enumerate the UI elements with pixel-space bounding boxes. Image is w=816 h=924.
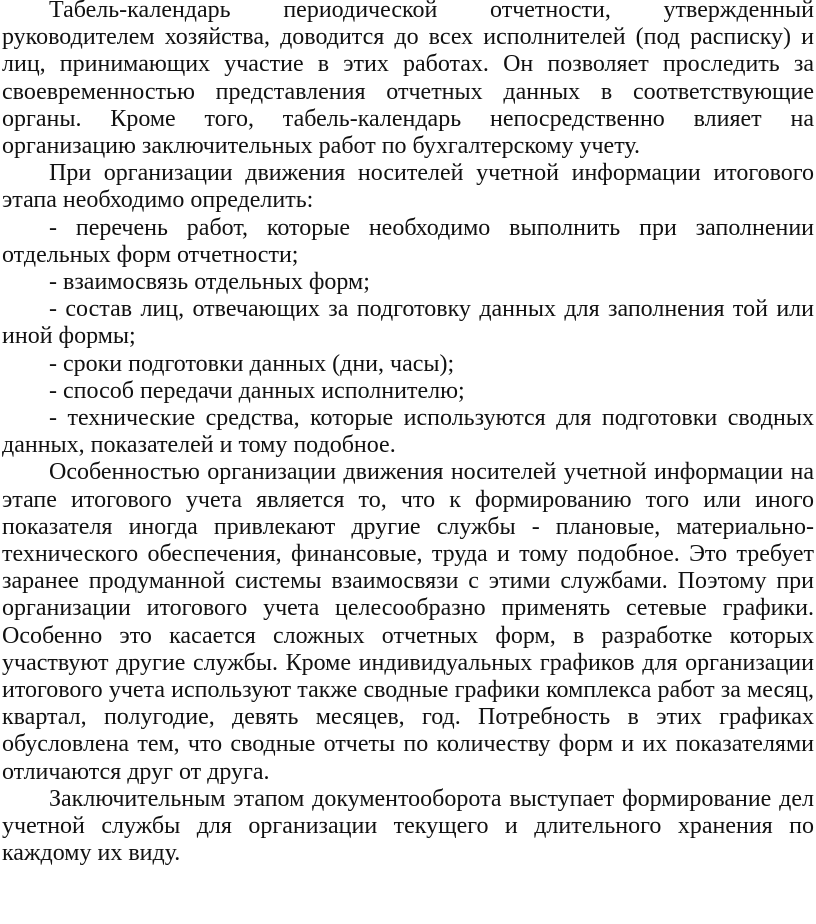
list-item: - перечень работ, которые необходимо выполнить при заполнении отдельных форм отчетности; [2, 214, 814, 268]
list-item: - технические средства, которые используются для подготовки сводных данных, показателей и тому подобное. [2, 405, 814, 459]
paragraph-final-stage-features: Особенностью организации движения носителей учетной информации на этапе итогового учета является то, что к формированию того или иного показателя иногда привлекают другие службы - плановые, материально-технического обеспечения, финансовые, труда и тому подобное. Это требует заранее продуманной системы взаимосвязи с этими службами. Поэтому при организации итогового учета целесообразно применять сетевые графики. Особенно это касается сложных отчетных форм, в разработке которых участвуют другие службы. Кроме индивидуальных графиков для организации итогового учета используют также сводные графики комплекса работ за месяц, квартал, полугодие, девять месяцев, год. Потребность в этих графиках обусловлена тем, что сводные отчеты по количеству форм и их показателями отличаются друг от друга. [2, 459, 814, 785]
list-item: - состав лиц, отвечающих за подготовку данных для заполнения той или иной формы; [2, 296, 814, 350]
list-item: - взаимосвязь отдельных форм; [49, 269, 370, 296]
requirements-list [2, 215, 814, 460]
paragraph-requirements-intro: При организации движения носителей учетной информации итогового этапа необходимо определить: [2, 160, 814, 214]
list-item: - способ передачи данных исполнителю; [49, 377, 465, 404]
list-item: - сроки подготовки данных (дни, часы); [49, 350, 455, 377]
paragraph-calendar: Табель-календарь периодической отчетности, утвержденный руководителем хозяйства, доводится до всех исполнителей (под расписку) и лиц, принимающих участие в этих работах. Он позволяет проследить за своевременностью представления отчетных данных в соответствующие органы. Кроме того, табель-календарь непосредственно влияет на организацию заключительных работ по бухгалтерскому учету. [2, 0, 814, 160]
paragraph-document-flow-conclusion: Заключительным этапом документооборота выступает формирование дел учетной службы для организации текущего и длительного хранения по каждому их виду. [2, 785, 814, 867]
